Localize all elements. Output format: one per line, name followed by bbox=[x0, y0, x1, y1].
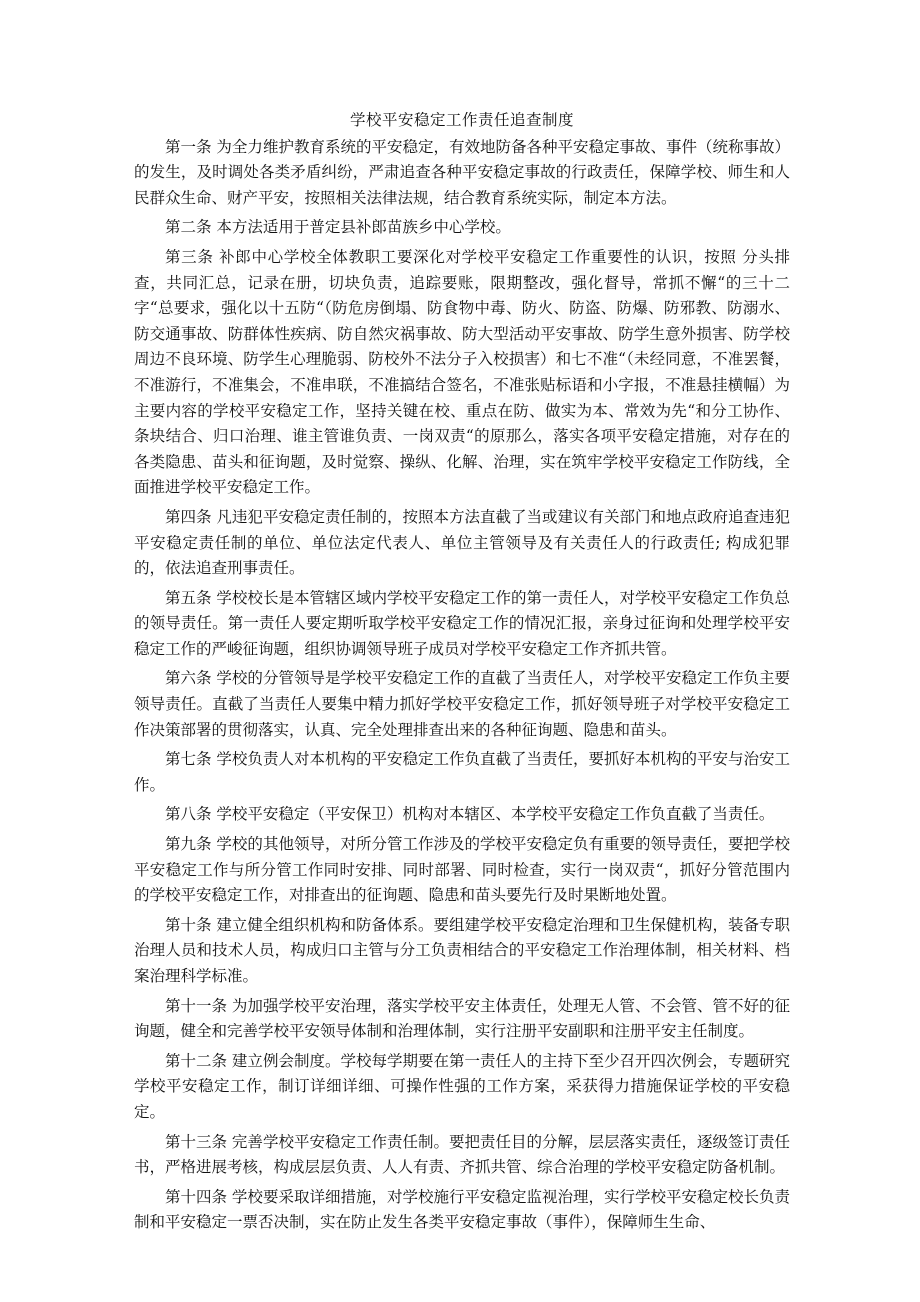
article-6: 第六条 学校的分管领导是学校平安稳定工作的直截了当责任人，对学校平安稳定工作负主要领导责任。直截了当责任人要集中精力抓好学校平安稳定工作，抓好领导班子对学校平安稳定工作决策部署的贯彻落实，认真、完全处理排查出来的各种征询题、隐患和苗头。 bbox=[134, 669, 790, 739]
article-9: 第九条 学校的其他领导，对所分管工作涉及的学校平安稳定负有重要的领导责任，要把学校平安稳定工作与所分管工作同时安排、同时部署、同时检查，实行一岗双责“，抓好分管范围内的学校平安稳定工作，对排查出的征询题、隐患和苗头要先行及时果断地处置。 bbox=[134, 835, 790, 905]
article-10: 第十条 建立健全组织机构和防备体系。要组建学校平安稳定治理和卫生保健机构，装备专职治理人员和技术人员，构成归口主管与分工负责相结合的平安稳定工作治理体制，相关材料、档案治理科学标准。 bbox=[134, 915, 790, 985]
article-1: 第一条 为全力维护教育系统的平安稳定，有效地防备各种平安稳定事故、事件（统称事故）的发生，及时调处各类矛盾纠纷，严肃追查各种平安稳定事故的行政责任，保障学校、师生和人民群众生命、财产平安，按照相关法律法规，结合教育系统实际，制定本方法。 bbox=[134, 137, 790, 207]
article-8: 第八条 学校平安稳定（平安保卫）机构对本辖区、本学校平安稳定工作负直截了当责任。 bbox=[165, 805, 775, 824]
article-7: 第七条 学校负责人对本机构的平安稳定工作负直截了当责任，要抓好本机构的平安与治安工作。 bbox=[134, 750, 790, 794]
article-4: 第四条 凡违犯平安稳定责任制的，按照本方法直截了当或建议有关部门和地点政府追查违犯平安稳定责任制的单位、单位法定代表人、单位主管领导及有关责任人的行政责任; 构成犯罪的，依法追查刑事责任。 bbox=[134, 507, 790, 578]
document-title: 学校平安稳定工作责任追查制度 bbox=[349, 111, 574, 129]
article-12: 第十二条 建立例会制度。学校每学期要在第一责任人的主持下至少召开四次例会，专题研究学校平安稳定工作，制订详细详细、可操作性强的工作方案，采获得力措施保证学校的平安稳定。 bbox=[134, 1051, 790, 1121]
article-5: 第五条 学校校长是本管辖区域内学校平安稳定工作的第一责任人，对学校平安稳定工作负总的领导责任。第一责任人要定期听取学校平安稳定工作的情况汇报，亲身过征询和处理学校平安稳定工作的严峻征询题，组织协调领导班子成员对学校平安稳定工作齐抓共管。 bbox=[134, 588, 790, 658]
article-11: 第十一条 为加强学校平安治理，落实学校平安主体责任，处理无人管、不会管、管不好的征询题，健全和完善学校平安领导体制和治理体制，实行注册平安副职和注册平安主任制度。 bbox=[134, 996, 790, 1041]
article-13: 第十三条 完善学校平安稳定工作责任制。要把责任目的分解，层层落实责任，逐级签订责任书，严格进展考核，构成层层负责、人人有责、齐抓共管、综合治理的学校平安稳定防备机制。 bbox=[134, 1132, 790, 1177]
article-3: 第三条 补郎中心学校全体教职工要深化对学校平安稳定工作重要性的认识，按照 分头排查，共同汇总，记录在册，切块负责，追踪要账，限期整改，强化督导，常抓不懈“的三十二字“总要求，强化以十五防“（防危房倒塌、防食物中毒、防火、防盗、防爆、防邪教、防溺水、防交通事故、防群体性疾病、防自然灾祸事故、防大型活动平安事故、防学生意外损害、防学校周边不良环境、防学生心理脆弱、防校外不法分子入校损害）和七不准“（未经同意，不准罢餐，不准游行，不准集会，不准串联，不准搞结合签名，不准张贴标语和小字报，不准悬挂横幅）为主要内容的学校平安稳定工作，坚持关键在校、重点在防、做实为本、常效为先“和分工协作、条块结合、归口治理、谁主管谁负责、一岗双责“的原那么，落实各项平安稳定措施，对存在的各类隐患、苗头和征询题，及时觉察、操纵、化解、治理，实在筑牢学校平安稳定工作防线，全面推进学校平安稳定工作。 bbox=[134, 247, 790, 497]
article-2: 第二条 本方法适用于普定县补郎苗族乡中心学校。 bbox=[165, 218, 511, 237]
article-14: 第十四条 学校要采取详细措施，对学校施行平安稳定监视治理，实行学校平安稳定校长负责制和平安稳定一票否决制，实在防止发生各类平安稳定事故（事件），保障师生生命、 bbox=[134, 1187, 790, 1232]
document-body bbox=[134, 108, 790, 1240]
